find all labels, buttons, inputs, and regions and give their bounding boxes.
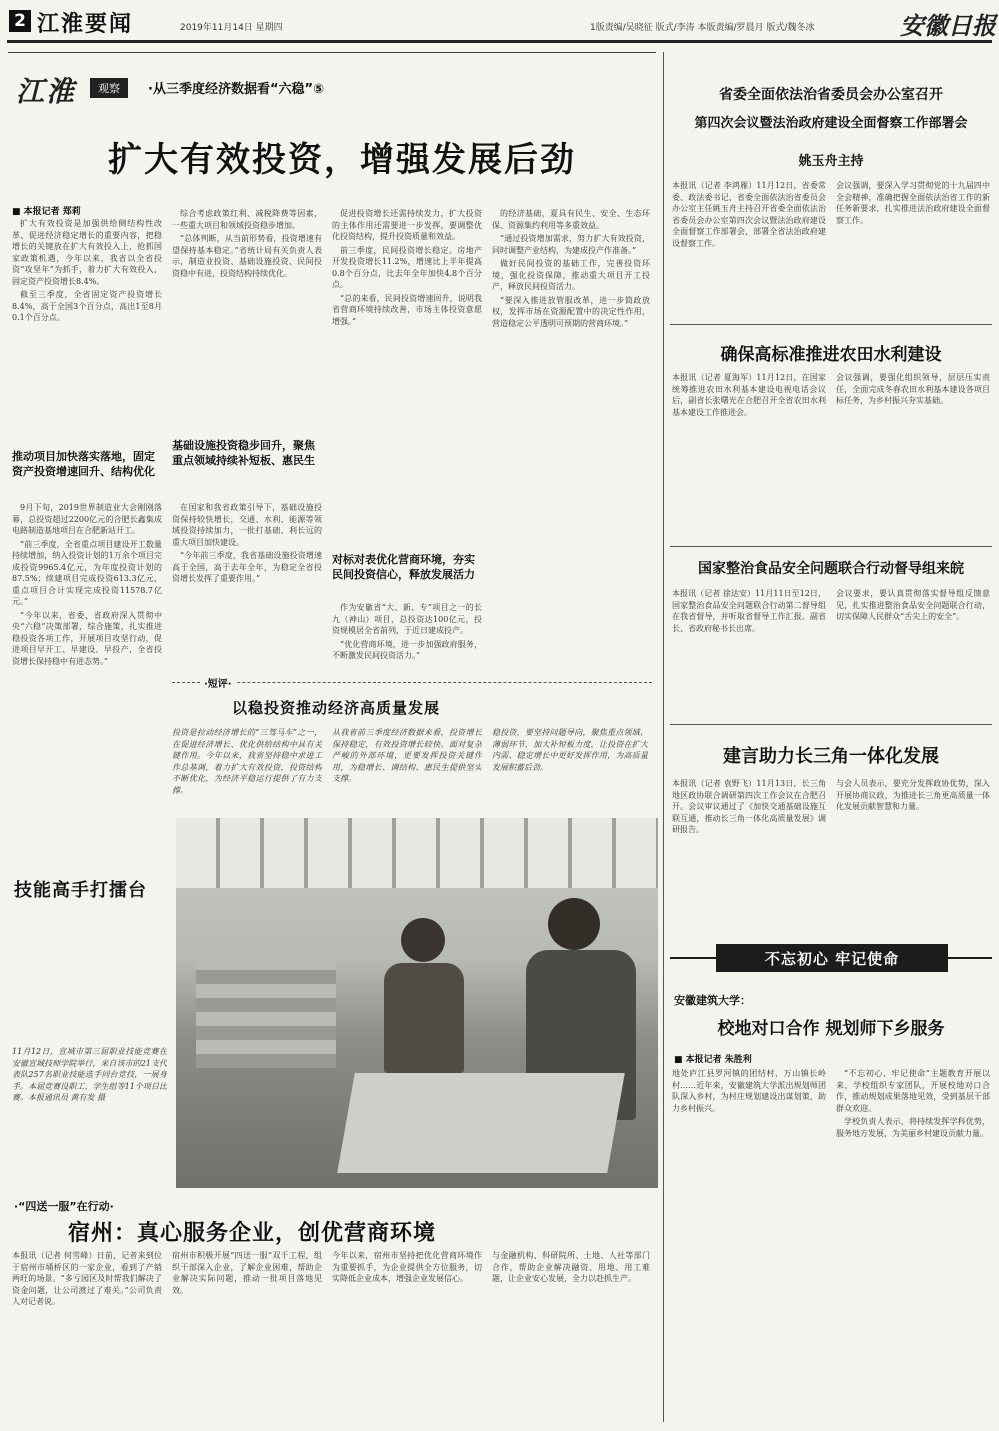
suzhou-col-3: 今年以来，宿州市坚持把优化营商环境作为重要抓手，为企业提供全方位服务，切实降低企业成本，增强企业发展信心。 [332, 1251, 482, 1283]
paragraph: 的经济基础，夏具有民生、安全、生态环保、资源集约利用等多重效益。 [492, 209, 650, 230]
paragraph: “今年前三季度，我省基础设施投资增速高于全国，高于去年全年，为稳定全省投资增长发挥了重要作用。” [172, 551, 322, 583]
photo-worker-1 [401, 918, 445, 962]
university-headline: 校地对口合作 规划师下乡服务 [717, 1019, 945, 1039]
subhead-1: 推动项目加快落实落地，固定资产投资增速回升、结构优化 [12, 450, 155, 478]
column-tag: 观察 [90, 78, 128, 98]
yangtze-delta-col-2: 与会人员表示，要充分发挥政协优势，深入开展协商议政，为推进长三角更高质量一体化发展贡献智慧和力量。 [836, 779, 990, 811]
theme-banner-text: 不忘初心 牢记使命 [764, 950, 900, 968]
feature-border-top [8, 52, 656, 53]
university-col-2 [836, 1068, 990, 1418]
suzhou-col-4: 与金融机构、科研院所、土地、人社等部门合作，帮助企业解决融资、用地、用工难题，让企业安心发展，全力以赴抓生产。 [492, 1251, 650, 1283]
paper-logo: 安徽日报 [900, 11, 996, 40]
paragraph: “要深入推进放管服改革，进一步简政放权，发挥市场在资源配置中的决定性作用，营造稳定公平透明可预期的营商环境。” [492, 295, 650, 328]
paragraph: 促进投资增长还需持续发力，扩大投资的主体作用还需要进一步发挥，要调整优化投资结构，提升投资质量和效益。 [332, 209, 482, 241]
lead-column-2b [172, 502, 322, 677]
law-meeting-col-1: 本报讯（记者 李鸿雁）11月12日，省委常委、政法委书记、省委全面依法治省委员会办公室主任姚玉舟主持召开省委全面依法治省委员会办公室第四次会议暨法治政府建设全面督察工作部署会，部署全省法治政府建设督察工作。 [672, 181, 826, 248]
divider [670, 724, 992, 725]
series-title: ·从三季度经济数据看“六稳”⑤ [148, 82, 325, 97]
section-title: 江淮要闻 [37, 12, 134, 37]
photo-windows [176, 818, 658, 888]
farmland-col-2: 会议强调，要强化组织领导，层层压实责任，全面完成冬春农田水利基本建设各项目标任务，为乡村振兴夯实基础。 [836, 373, 990, 405]
paragraph: “总体判断，从当前形势看，投资增速有望保持基本稳定。”省统计局有关负责人表示，制造业投资、基础设施投资、民间投资稳中有进，投资结构持续优化。 [172, 234, 322, 278]
paragraph: 扩大有效投资是加强供给侧结构性改革、促进经济稳定增长的重要内容，把稳增长的关键放在扩大有效投入上，抢抓国家政策机遇，今年以来，我省以全省投资“攻坚年”为抓手，着力扩大有效投入，固定资产投资增长8.4%。 [12, 219, 162, 286]
paragraph: 前三季度，民间投资增长稳定。房地产开发投资增长11.2%，增速比上半年提高0.8个百分点，比去年全年加快4.8个百分点。 [332, 245, 482, 289]
paragraph: “总的来看，民间投资增速回升，说明我省营商环境持续改善，市场主体投资意愿增强。” [332, 293, 482, 326]
lead-column-1 [12, 218, 162, 443]
law-meeting-headline-1: 省委全面依法治省委员会办公室召开 [719, 87, 943, 103]
law-meeting-subhead: 姚玉舟主持 [798, 154, 864, 169]
suzhou-headline: 宿州：真心服务企业，创优营商环境 [68, 1221, 437, 1246]
photo-worker-2 [548, 898, 600, 950]
vertical-divider [663, 52, 664, 1422]
photo-title: 技能高手打擂台 [14, 880, 147, 901]
paragraph: “通过投资增加需求，努力扩大有效投资，同时调整产业结构，为建成投产作准备。” [492, 234, 650, 255]
photo-caption: 11月12日，宣城市第三届职业技能竞赛在安徽宣城技师学院举行，来自该市的21支代表队257名职业技能选手同台竞技，一展身手。本届竞赛设职工、学生组等11个项目比赛。本报通讯员 黄有发 摄 [12, 1047, 167, 1102]
suzhou-col-2: 宿州市积极开展“四送一服”双千工程，组织干部深入企业，了解企业困难，帮助企业解决实际问题，推动一批项目落地见效。 [172, 1251, 322, 1295]
paragraph: 综合考虑政策红利、减税降费等因素，一些重大项目和领域投资稳步增加。 [172, 209, 322, 230]
masthead-rule [7, 40, 992, 43]
paragraph: 在国家和我省政策引导下，基础设施投资保持较快增长，交通、水利、能源等领域投资持续加力，一批打基础、利长远的重大项目加快建设。 [172, 503, 322, 547]
paragraph: “前三季度，全省重点项目建设开工数量持续增加，纳入投资计划的1万余个项目完成投资9965.4亿元，为年度投资计划的87.5%；续建项目完成投资613.3亿元，重点项目合计实现完成投资11578.7亿元。” [12, 539, 162, 606]
yangtze-delta-col-1: 本报讯（记者 袁野飞）11月13日，长三角地区政协联合调研第四次工作会议在合肥召开。会议审议通过了《加快交通基础设施互联互通，推动长三角一体化高质量发展》调研报告。 [672, 779, 826, 834]
suzhou-col-1: 本报讯（记者 何雪峰）日前，记者来到位于宿州市埇桥区的一家企业，看到了产销两旺的场景。“多亏园区及时帮我们解决了资金问题，让公司渡过了难关。”公司负责人对记者说。 [12, 1251, 162, 1306]
commentary-tag: ·短评· [200, 675, 236, 690]
right-column [670, 52, 992, 1424]
law-meeting-headline-2: 第四次会议暨法治政府建设全面督察工作部署会 [694, 116, 968, 131]
university-col-1: 地处庐江县罗河镇的团结村，万山镇长岭村……近年来，安徽建筑大学派出规划师团队深入乡村，为村庄规划建设出谋划策，助力乡村振兴。 [672, 1069, 826, 1113]
lead-byline: ■ 本报记者 郑莉 [12, 207, 81, 217]
skills-contest-photo [176, 818, 658, 1188]
editor-credits: 1版责编/吴晓征 版式/李涛 本版责编/罗晨月 版式/魏冬冰 [590, 23, 815, 33]
university-byline: ■ 本报记者 朱胜利 [674, 1055, 752, 1065]
subhead-2: 基础设施投资稳步回升，聚焦重点领域持续补短板、惠民生 [172, 439, 315, 467]
paragraph: “优化营商环境，进一步加强政府服务，不断激发民间投资活力。” [332, 639, 482, 660]
photo-worker-1-body [384, 963, 464, 1073]
paragraph: “今年以来，省委、省政府深入贯彻中央“六稳”决策部署，综合施策，扎实推进稳投资各项工作，开展项目攻坚行动，促进项目早开工、早建设、早投产，全省投资增长保持稳中有进态势。” [12, 610, 162, 666]
lead-column-3 [332, 208, 482, 548]
lead-column-4 [492, 208, 650, 678]
paragraph: 作为安徽省“大、新、专”项目之一的长九（神山）项目，总投资达100亿元，投资规模居全省前列，于近日建成投产。 [332, 603, 482, 635]
photo-equipment [196, 958, 336, 1068]
law-meeting-col-2: 会议强调，要深入学习贯彻党的十九届四中全会精神，准确把握全面依法治省工作的新任务新要求，扎实推进法治政府建设全面督察工作。 [836, 181, 990, 225]
divider [670, 546, 992, 547]
commentary-col-3: 稳投资，要坚持问题导向，聚焦重点领域、薄弱环节，加大补短板力度，让投资在扩大内需、稳定增长中更好发挥作用，为高质量发展积蓄后劲。 [492, 728, 648, 772]
paragraph: 9月下旬，2019世界制造业大会刚刚落幕，总投资超过2200亿元的合肥长鑫集成电路制造基地项目在合肥新站开工。 [12, 503, 162, 535]
paragraph: 截至三季度，全省固定资产投资增长8.4%，高于全国3个百分点，高出1至8月0.1个百分点。 [12, 290, 162, 322]
lead-feature [8, 52, 656, 812]
divider [670, 324, 992, 325]
farmland-headline: 确保高标准推进农田水利建设 [720, 345, 942, 365]
issue-date: 2019年11月14日 星期四 [180, 23, 283, 33]
university-kicker: 安徽建筑大学： [674, 994, 751, 1007]
commentary-col-1: 投资是拉动经济增长的“三驾马车”之一，在促进经济增长、优化供给结构中具有关键作用。今年以来，我省坚持稳中求进工作总基调，着力扩大有效投资，投资结构不断优化，为经济平稳运行提供了有力支撑。 [172, 728, 322, 795]
food-safety-col-1: 本报讯（记者 徐达安）11月11日至12日，国家整治食品安全问题联合行动第二督导组在我省督导，并听取省督导工作汇报。副省长、省政府秘书长出席。 [672, 589, 826, 633]
subhead-3: 对标对表优化营商环境，夯实民间投资信心，释放发展活力 [332, 553, 475, 581]
lead-column-3b [332, 602, 482, 677]
photo-workbench [337, 1073, 625, 1173]
food-safety-col-2: 会议要求，要认真贯彻落实督导组反馈意见，扎实推进整治食品安全问题联合行动，切实保障人民群众“舌尖上的安全”。 [836, 589, 990, 621]
paragraph: “不忘初心、牢记使命”主题教育开展以来，学校组织专家团队，开展校地对口合作，推动规划成果落地见效，受到基层干部群众欢迎。 [836, 1069, 990, 1113]
action-kicker: ·“四送一服”在行动· [14, 1200, 114, 1213]
column-brand: 江淮 [16, 75, 77, 108]
food-safety-headline: 国家整治食品安全问题联合行动督导组来皖 [698, 561, 964, 577]
lead-headline: 扩大有效投资，增强发展后劲 [108, 140, 576, 180]
masthead [0, 0, 999, 44]
page-number-badge: 2 [9, 10, 31, 32]
paragraph: 学校负责人表示，将持续发挥学科优势，服务地方发展，为美丽乡村建设贡献力量。 [836, 1117, 990, 1138]
paragraph: 做好民间投资的基础工作，完善投资环境，强化投资保障，推动重大项目开工投产，释放民间投资活力。 [492, 259, 650, 291]
yangtze-delta-headline: 建言助力长三角一体化发展 [723, 746, 939, 767]
lead-column-1b [12, 502, 162, 857]
farmland-col-1: 本报讯（记者 夏海军）11月12日，在国家统筹推进农田水利基本建设电视电话会议后，副省长张曙光在合肥召开全省农田水利基本建设工作推进会。 [672, 373, 826, 417]
lead-column-2 [172, 208, 322, 433]
commentary-col-2: 从我省前三季度经济数据来看，投资增长保持稳定，有效投资增长较快。面对复杂严峻的外部环境，更要发挥投资关键作用，为稳增长、调结构、惠民生提供坚实支撑。 [332, 728, 482, 783]
bottom-left-article [8, 1194, 656, 1424]
commentary-title: 以稳投资推动经济高质量发展 [232, 699, 441, 717]
